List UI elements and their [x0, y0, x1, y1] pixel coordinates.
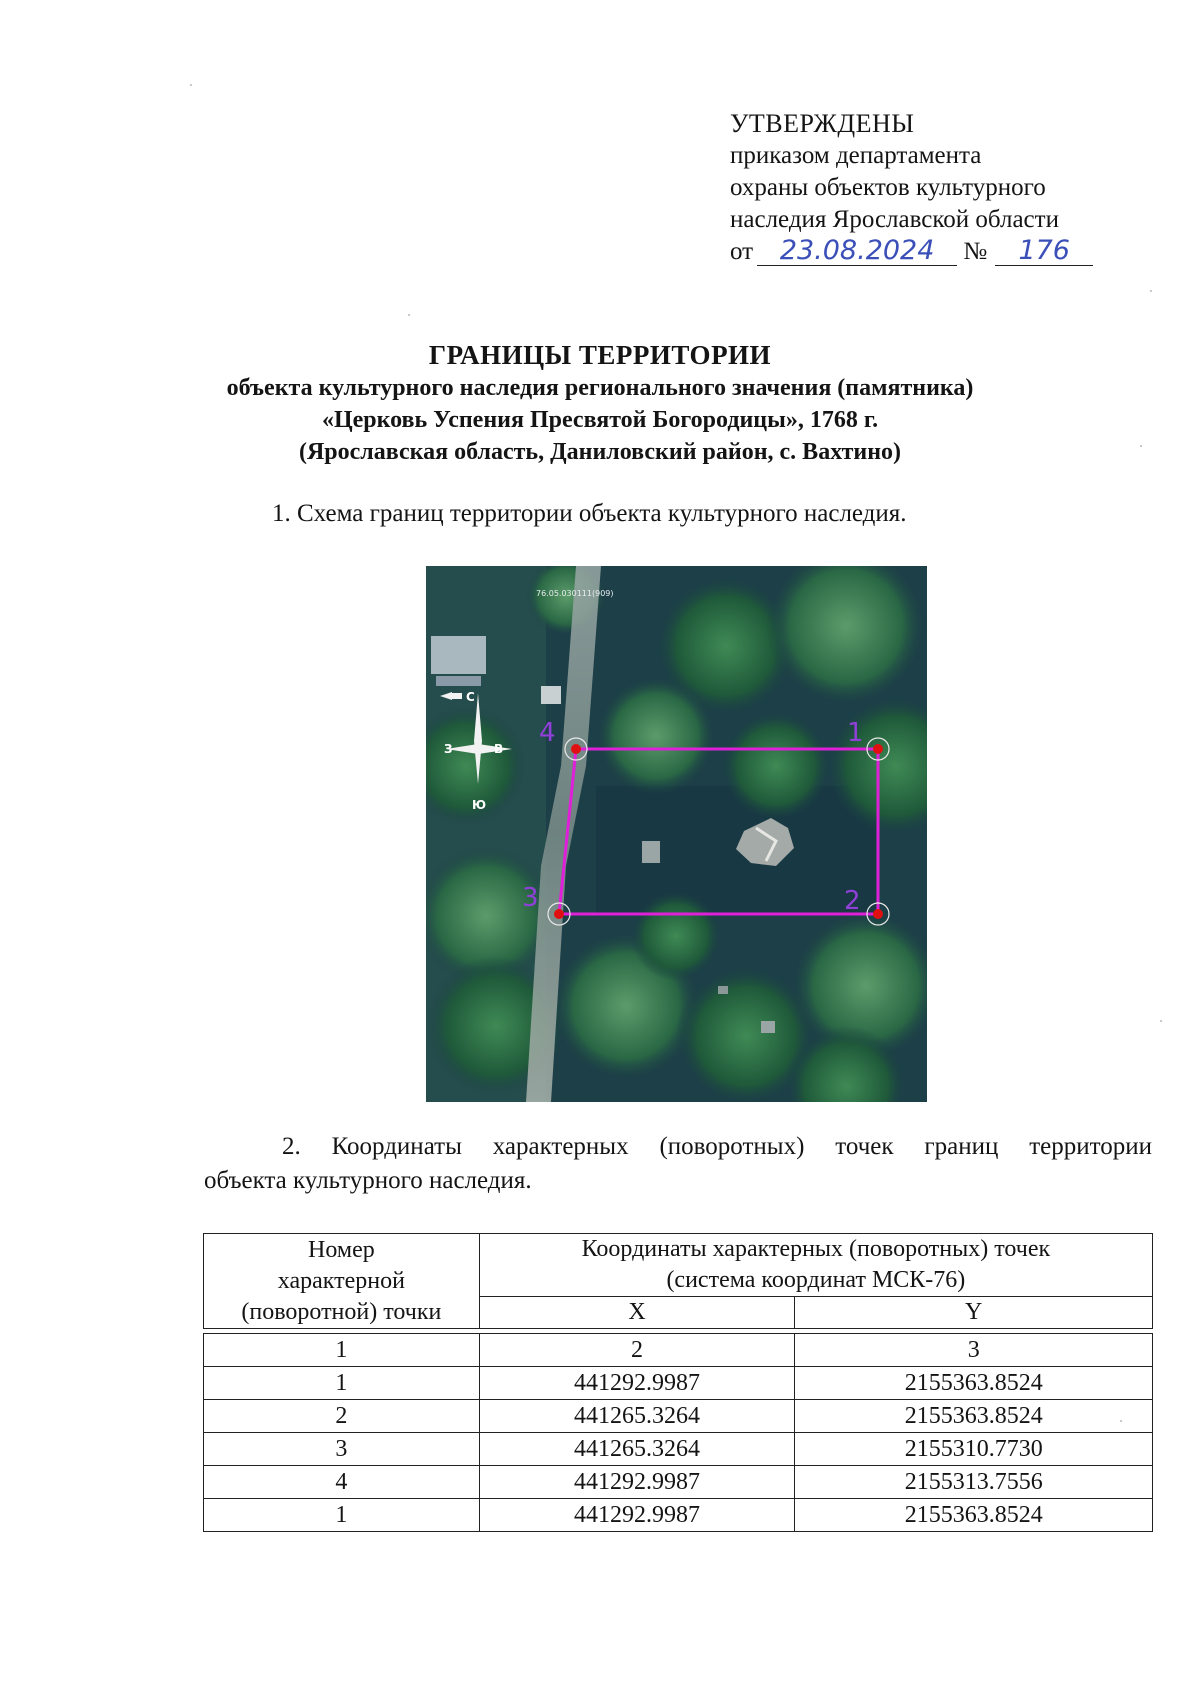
- scan-speck: [1120, 1420, 1122, 1422]
- section-2-text: [204, 1130, 1152, 1198]
- heading-line: объекта культурного наследия регионального значения (памятника): [226, 375, 974, 401]
- compass-north-label: С: [466, 690, 475, 704]
- approval-block: [730, 108, 1093, 268]
- from-label: от: [730, 238, 754, 265]
- point-label: 4: [539, 718, 556, 748]
- x-cell: 441292.9987: [479, 1466, 795, 1499]
- boundary-map: [426, 566, 927, 1102]
- x-cell: 441265.3264: [479, 1400, 795, 1433]
- coordinates-table: [203, 1233, 1153, 1532]
- approval-line: приказом департамента: [730, 142, 982, 169]
- section-2-line: объекта культурного наследия.: [204, 1167, 532, 1194]
- map-cadastral-label: 76.05.030111(909): [536, 589, 614, 598]
- point-cell: 2: [204, 1400, 480, 1433]
- handwritten-number: 176: [995, 237, 1093, 266]
- column-number-row: [204, 1334, 1153, 1367]
- header-x: X: [479, 1297, 795, 1329]
- table-row: [204, 1499, 1153, 1532]
- table-row: [204, 1367, 1153, 1400]
- scan-speck: [1160, 1020, 1162, 1022]
- approval-title: УТВЕРЖДЕНЫ: [730, 109, 915, 138]
- scan-speck: [408, 314, 410, 316]
- approval-line: наследия Ярославской области: [730, 206, 1059, 233]
- point-cell: 1: [204, 1367, 480, 1400]
- section-2-line: 2. Координаты характерных (поворотных) точек границ территории: [282, 1133, 1152, 1160]
- point-label: 1: [847, 718, 864, 748]
- table-row: [204, 1400, 1153, 1433]
- compass-west-label: З: [444, 742, 453, 756]
- number-label: №: [963, 238, 988, 265]
- y-cell: 2155363.8524: [795, 1499, 1153, 1532]
- y-cell: 2155313.7556: [795, 1466, 1153, 1499]
- point-cell: 3: [204, 1433, 480, 1466]
- table-header-row: [204, 1234, 1153, 1297]
- document-heading: [100, 338, 1100, 468]
- point-label: 3: [522, 883, 539, 913]
- x-cell: 441292.9987: [479, 1367, 795, 1400]
- table-row: [204, 1433, 1153, 1466]
- heading-line: (Ярославская область, Даниловский район, с. Вахтино): [298, 439, 902, 465]
- scan-speck: [190, 84, 192, 86]
- point-cell: 1: [204, 1499, 480, 1532]
- section-1-text: 1. Схема границ территории объекта культурного наследия.: [272, 500, 907, 527]
- heading-line: «Церковь Успения Пресвятой Богородицы», 1768 г.: [321, 407, 879, 433]
- y-cell: 2155363.8524: [795, 1367, 1153, 1400]
- table-row: [204, 1466, 1153, 1499]
- x-cell: 441265.3264: [479, 1433, 795, 1466]
- y-cell: 2155363.8524: [795, 1400, 1153, 1433]
- point-cell: 4: [204, 1466, 480, 1499]
- header-coordinates: Координаты характерных (поворотных) точек (система координат МСК-76): [479, 1234, 1152, 1297]
- y-cell: 2155310.7730: [795, 1433, 1153, 1466]
- handwritten-date: 23.08.2024: [757, 237, 957, 266]
- compass-south-label: Ю: [472, 798, 487, 812]
- document-title: ГРАНИЦЫ ТЕРРИТОРИИ: [428, 340, 772, 370]
- compass-east-label: В: [494, 742, 504, 756]
- table-cell: 2: [479, 1334, 795, 1367]
- header-point-number: Номер характерной (поворотной) точки: [204, 1234, 480, 1329]
- scan-speck: [1150, 290, 1152, 292]
- scan-speck: [1140, 445, 1142, 447]
- point-label: 2: [844, 886, 861, 916]
- x-cell: 441292.9987: [479, 1499, 795, 1532]
- approval-line: охраны объектов культурного: [730, 174, 1046, 201]
- table-cell: 3: [795, 1334, 1153, 1367]
- header-y: Y: [795, 1297, 1153, 1329]
- approval-date-row: [730, 236, 1093, 268]
- table-cell: 1: [204, 1334, 480, 1367]
